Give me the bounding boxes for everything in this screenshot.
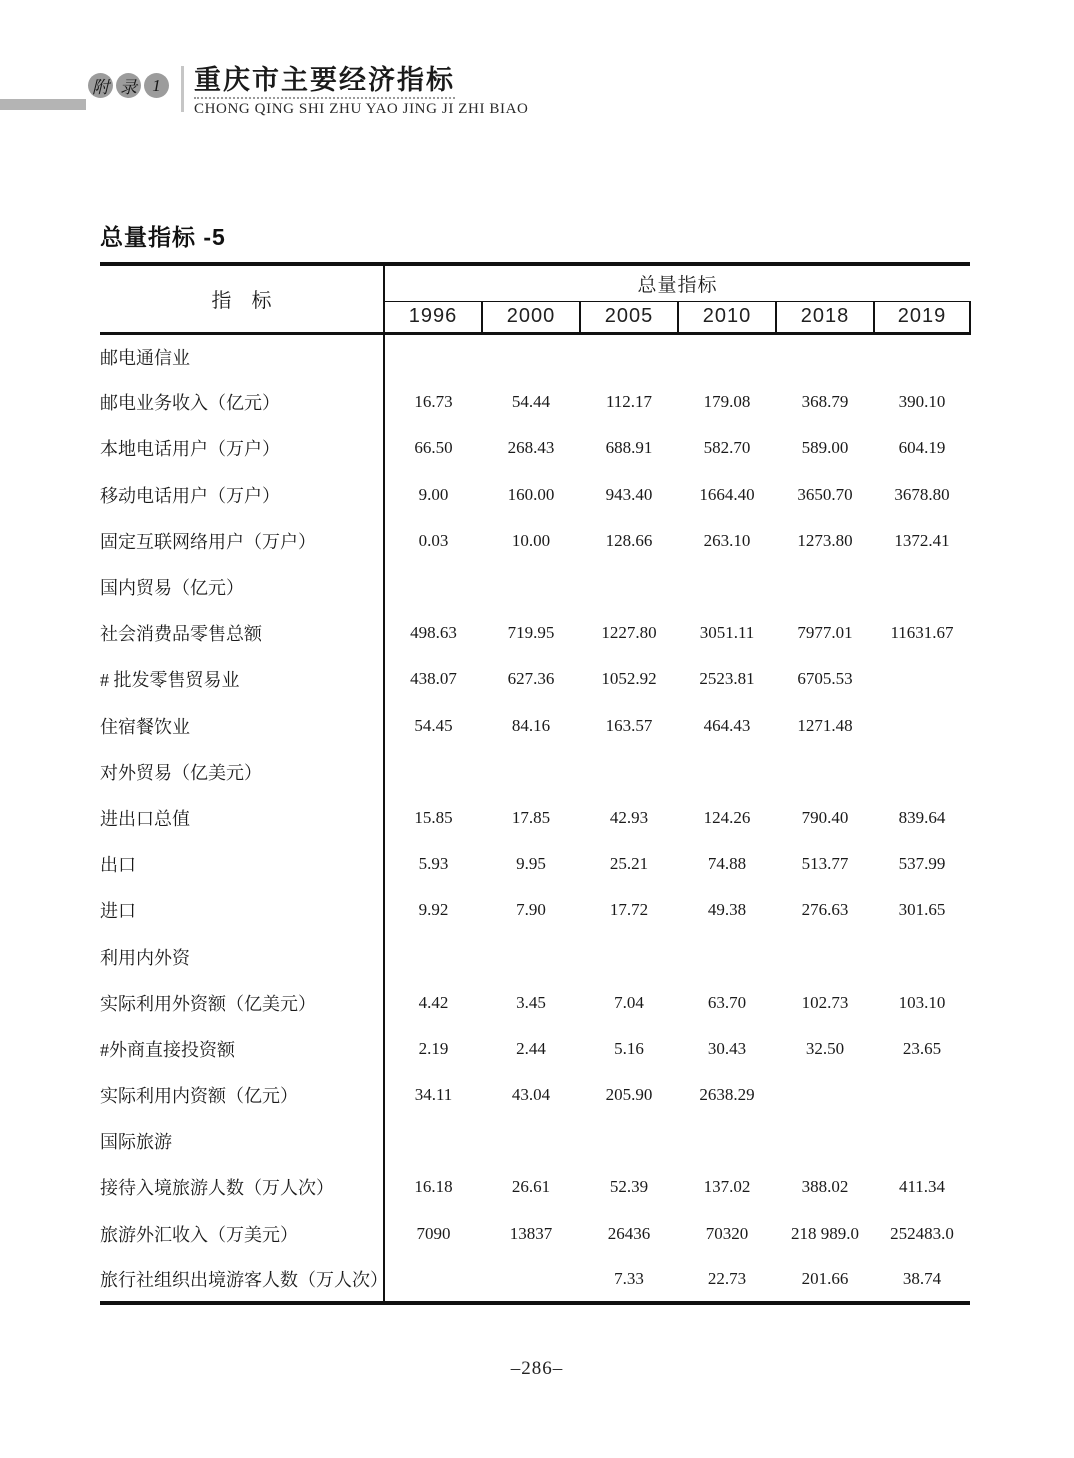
cell: 103.10 — [898, 992, 946, 1012]
page-number: –286– — [510, 1358, 564, 1379]
group-header: 总量指标 — [384, 264, 970, 301]
cell: 719.95 — [507, 623, 555, 643]
cell: 205.90 — [605, 1085, 653, 1105]
cell — [776, 749, 874, 795]
cell: 42.93 — [609, 807, 649, 827]
row-label: 进口 — [100, 887, 384, 933]
badge-char-icon: 附 — [88, 73, 113, 98]
table-row — [100, 980, 970, 1026]
year-header: 2000 — [482, 301, 580, 333]
cell: 17.72 — [609, 900, 649, 920]
cell: 124.26 — [703, 807, 751, 827]
page-subtitle: CHONG QING SHI ZHU YAO JING JI ZHI BIAO — [194, 101, 529, 118]
cell: 513.77 — [801, 854, 849, 874]
row-label: 接待入境旅游人数（万人次） — [100, 1164, 384, 1210]
cell — [482, 564, 580, 610]
cell: 839.64 — [898, 807, 946, 827]
year-header: 2018 — [776, 301, 874, 333]
cell: 0.03 — [418, 530, 449, 550]
cell: 537.99 — [898, 854, 946, 874]
indicators-table — [100, 262, 971, 1305]
cell: 3650.70 — [797, 484, 853, 504]
cell: 26.61 — [511, 1177, 551, 1197]
table-row — [100, 610, 970, 656]
cell: 160.00 — [507, 484, 555, 504]
cell — [678, 933, 776, 979]
table-row — [100, 1211, 970, 1257]
cell: 52.39 — [609, 1177, 649, 1197]
cell — [384, 933, 482, 979]
table-row — [100, 703, 970, 749]
cell: 10.00 — [511, 530, 551, 550]
cell: 390.10 — [898, 392, 946, 412]
page-title: 重庆市主要经济指标 — [194, 66, 455, 99]
appendix-badge — [88, 73, 169, 98]
table-row — [100, 1072, 970, 1118]
cell: 25.21 — [609, 854, 649, 874]
header-title-block — [194, 66, 529, 118]
table-row — [100, 333, 970, 379]
header-divider — [181, 66, 184, 112]
table-group-header-row — [100, 264, 970, 301]
cell: 498.63 — [410, 623, 457, 643]
cell — [384, 1118, 482, 1164]
page-header — [88, 66, 529, 118]
cell — [874, 749, 970, 795]
cell — [776, 333, 874, 379]
cell: 1664.40 — [699, 484, 755, 504]
cell: 1372.41 — [894, 530, 950, 550]
cell: 438.07 — [410, 669, 457, 689]
cell: 17.85 — [511, 807, 551, 827]
cell: 301.65 — [898, 900, 946, 920]
cell: 1227.80 — [601, 623, 657, 643]
cell: 15.85 — [414, 807, 453, 827]
cell: 2523.81 — [699, 669, 755, 689]
cell: 604.19 — [898, 438, 946, 458]
cell: 49.38 — [707, 900, 747, 920]
table-row — [100, 656, 970, 702]
table-row — [100, 1118, 970, 1164]
cell: 3051.11 — [699, 623, 755, 643]
cell — [874, 656, 970, 702]
cell: 464.43 — [703, 715, 751, 735]
cell — [874, 333, 970, 379]
row-label: #外商直接投资额 — [100, 1026, 384, 1072]
cell: 5.93 — [418, 854, 449, 874]
row-label: 国内贸易（亿元） — [100, 564, 384, 610]
cell: 38.74 — [902, 1268, 942, 1288]
table-row — [100, 841, 970, 887]
cell: 6705.53 — [797, 669, 853, 689]
year-header: 2019 — [874, 301, 970, 333]
cell: 9.92 — [418, 900, 449, 920]
badge-char-icon: 录 — [116, 73, 141, 98]
cell — [482, 933, 580, 979]
cell: 268.43 — [507, 438, 555, 458]
cell: 54.45 — [414, 715, 453, 735]
corner-header: 指 标 — [100, 264, 384, 333]
row-label: 旅游外汇收入（万美元） — [100, 1211, 384, 1257]
cell: 63.70 — [707, 992, 747, 1012]
table-row — [100, 749, 970, 795]
row-label: 进出口总值 — [100, 795, 384, 841]
cell: 589.00 — [801, 438, 849, 458]
row-label: 实际利用内资额（亿元） — [100, 1072, 384, 1118]
cell: 1052.92 — [601, 669, 657, 689]
cell: 74.88 — [707, 854, 747, 874]
cell: 128.66 — [605, 530, 653, 550]
table-row — [100, 1026, 970, 1072]
cell — [482, 1118, 580, 1164]
table-row — [100, 795, 970, 841]
cell: 252483.0 — [890, 1223, 954, 1243]
cell: 16.73 — [414, 392, 453, 412]
cell: 4.42 — [418, 992, 449, 1012]
cell: 218 989.0 — [791, 1223, 859, 1243]
cell: 23.65 — [902, 1038, 942, 1058]
row-label: 固定互联网络用户（万户） — [100, 518, 384, 564]
cell: 7.04 — [614, 992, 644, 1012]
cell — [580, 749, 678, 795]
section-title: 总量指标 -5 — [100, 224, 226, 250]
cell — [384, 1257, 482, 1303]
cell: 1271.48 — [797, 715, 853, 735]
cell: 13837 — [509, 1223, 553, 1243]
cell: 3678.80 — [894, 484, 950, 504]
cell — [776, 1118, 874, 1164]
row-label: 出口 — [100, 841, 384, 887]
cell: 5.16 — [614, 1038, 644, 1058]
cell: 7977.01 — [797, 623, 853, 643]
cell: 32.50 — [805, 1038, 845, 1058]
cell: 2638.29 — [699, 1085, 755, 1105]
table-row — [100, 379, 970, 425]
cell: 179.08 — [703, 392, 751, 412]
cell: 7.90 — [516, 900, 546, 920]
cell: 7090 — [416, 1223, 451, 1243]
cell: 2.19 — [418, 1038, 449, 1058]
cell: 84.16 — [511, 715, 551, 735]
cell: 582.70 — [703, 438, 751, 458]
year-header: 2005 — [580, 301, 678, 333]
table-row — [100, 425, 970, 471]
cell — [384, 564, 482, 610]
cell — [580, 933, 678, 979]
cell: 34.11 — [414, 1085, 453, 1105]
cell: 943.40 — [605, 484, 653, 504]
cell — [384, 749, 482, 795]
cell: 3.45 — [516, 992, 546, 1012]
row-label: # 批发零售贸易业 — [100, 656, 384, 702]
cell — [678, 564, 776, 610]
cell: 22.73 — [707, 1268, 747, 1288]
cell — [776, 564, 874, 610]
cell: 9.00 — [418, 484, 449, 504]
row-label: 社会消费品零售总额 — [100, 610, 384, 656]
cell: 66.50 — [414, 438, 453, 458]
cell: 276.63 — [801, 900, 849, 920]
row-label: 国际旅游 — [100, 1118, 384, 1164]
row-label: 实际利用外资额（亿美元） — [100, 980, 384, 1026]
row-label: 对外贸易（亿美元） — [100, 749, 384, 795]
cell: 9.95 — [516, 854, 546, 874]
row-label: 本地电话用户（万户） — [100, 425, 384, 471]
row-label: 旅行社组织出境游客人数（万人次） — [100, 1257, 384, 1303]
table-row — [100, 887, 970, 933]
row-label: 邮电通信业 — [100, 333, 384, 379]
cell: 11631.67 — [890, 623, 954, 643]
cell — [776, 933, 874, 979]
row-label: 移动电话用户（万户） — [100, 472, 384, 518]
cell: 1273.80 — [797, 530, 853, 550]
row-label: 利用内外资 — [100, 933, 384, 979]
table-row — [100, 1257, 970, 1303]
table-row — [100, 564, 970, 610]
cell — [874, 703, 970, 749]
cell: 368.79 — [801, 392, 849, 412]
cell: 263.10 — [703, 530, 751, 550]
year-header: 1996 — [384, 301, 482, 333]
cell: 26436 — [607, 1223, 651, 1243]
cell: 790.40 — [801, 807, 849, 827]
cell: 30.43 — [707, 1038, 747, 1058]
cell: 163.57 — [605, 715, 653, 735]
cell — [874, 1072, 970, 1118]
year-header: 2010 — [678, 301, 776, 333]
cell: 112.17 — [605, 392, 653, 412]
cell — [678, 749, 776, 795]
cell — [482, 749, 580, 795]
row-label: 邮电业务收入（亿元） — [100, 379, 384, 425]
cell: 2.44 — [516, 1038, 546, 1058]
cell: 137.02 — [703, 1177, 751, 1197]
row-label: 住宿餐饮业 — [100, 703, 384, 749]
cell — [874, 564, 970, 610]
cell — [874, 1118, 970, 1164]
cell — [678, 333, 776, 379]
cell: 102.73 — [801, 992, 849, 1012]
cell — [874, 933, 970, 979]
cell: 201.66 — [801, 1268, 849, 1288]
table-row — [100, 518, 970, 564]
cell — [580, 333, 678, 379]
cell: 7.33 — [614, 1268, 644, 1288]
cell: 411.34 — [898, 1177, 946, 1197]
cell: 688.91 — [605, 438, 653, 458]
cell: 43.04 — [511, 1085, 551, 1105]
cell — [580, 1118, 678, 1164]
cell — [678, 1118, 776, 1164]
badge-char-icon: 1 — [144, 73, 169, 98]
cell — [482, 1257, 580, 1303]
cell: 388.02 — [801, 1177, 849, 1197]
table-row — [100, 933, 970, 979]
cell — [580, 564, 678, 610]
cell: 70320 — [705, 1223, 749, 1243]
cell — [776, 1072, 874, 1118]
table-row — [100, 472, 970, 518]
cell: 54.44 — [511, 392, 551, 412]
cell: 627.36 — [507, 669, 555, 689]
table-row — [100, 1164, 970, 1210]
cell — [384, 333, 482, 379]
cell: 16.18 — [414, 1177, 453, 1197]
cell — [482, 333, 580, 379]
header-accent-bar — [0, 99, 86, 110]
